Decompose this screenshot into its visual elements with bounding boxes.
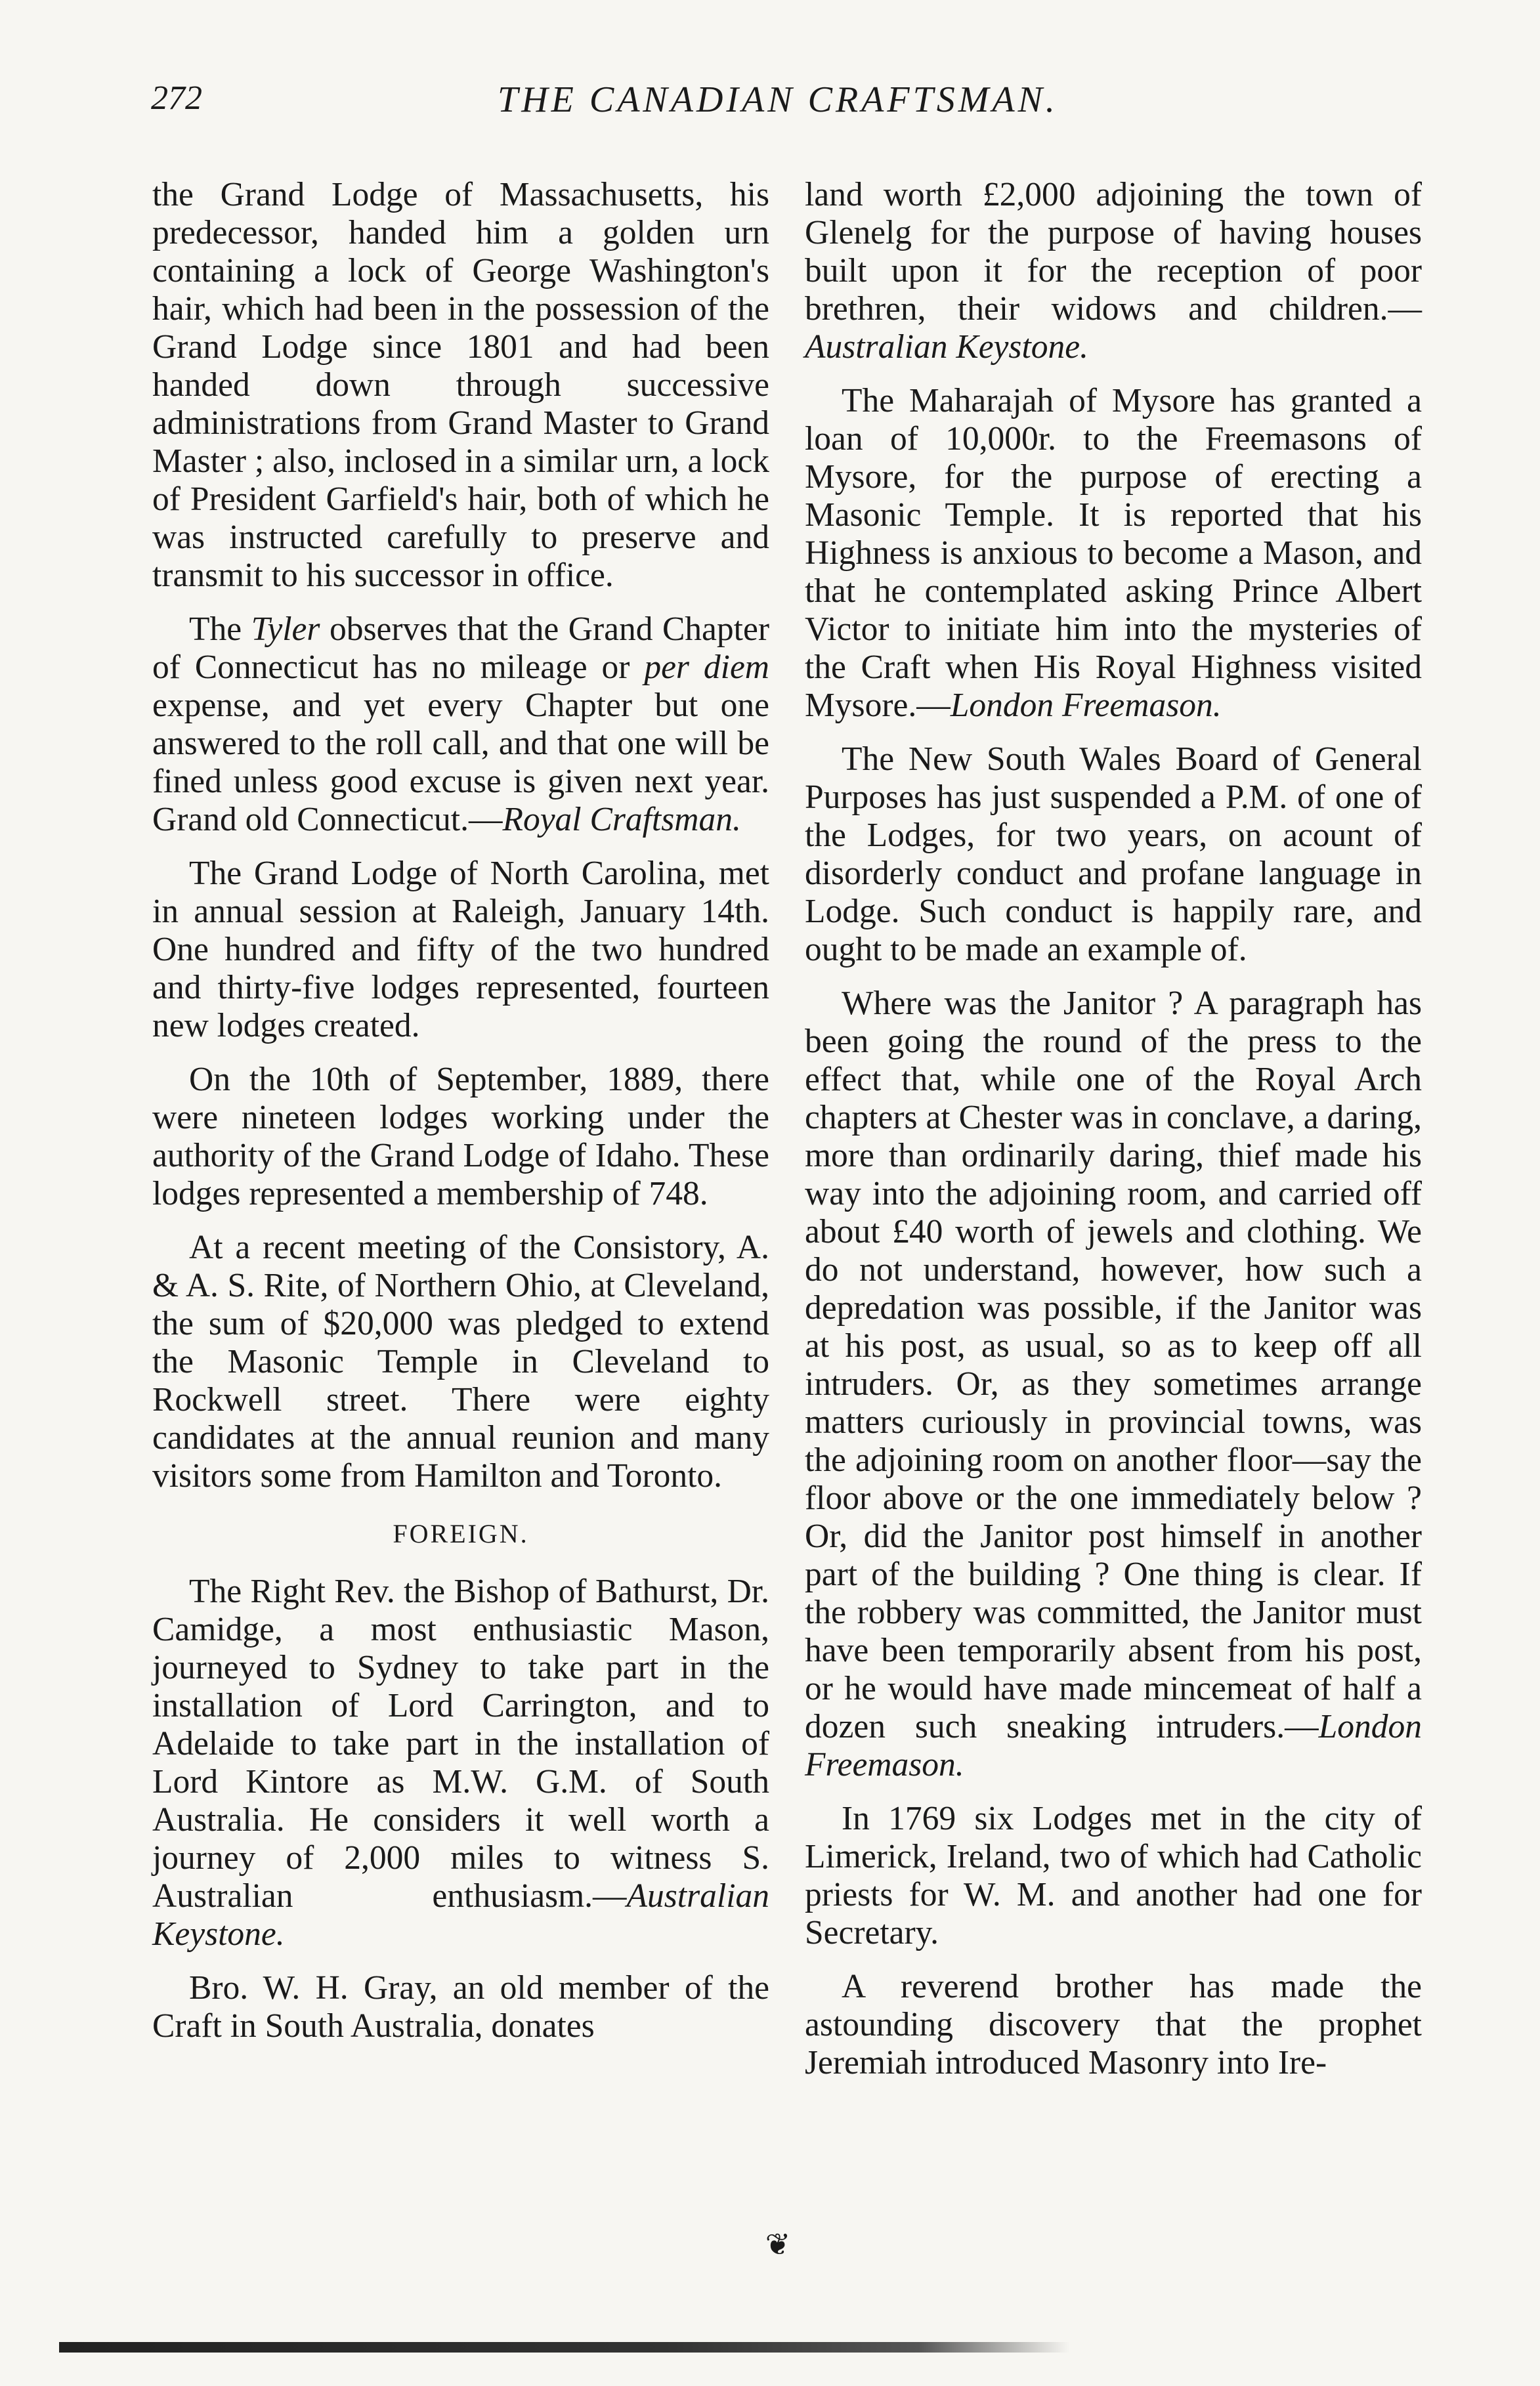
source-london-freemason: London Freemason. xyxy=(805,1708,1422,1783)
text-run: Where was the Janitor ? A paragraph has been going the round of the press to the effect that, while one of the Royal Arch chapters at Chester was in conclave, a daring, more than ordinarily daring, thief made his way into the adjoining room, and carried off about £40 worth of jewels and clothing. We do not understand, however, how such a depredation was possible, if the Janitor was at his post, as usual, so as to keep off all intruders. Or, as they sometimes arrange matters curiously in provincial towns, was the adjoining room on another floor—say the floor above or the one immediately below ? Or, did the Janitor post himself in another part of the building ? One thing is clear. If the robbery was committed, the Janitor must have been temporarily absent from his post, or he would have made mincemeat of half a dozen such sneaking intruders.— xyxy=(805,985,1422,1745)
source-australian-keystone: Australian Keystone. xyxy=(805,328,1088,366)
paragraph-mysore xyxy=(805,382,1422,725)
section-heading-foreign: FOREIGN. xyxy=(393,1519,529,1548)
paragraph-glenelg-land xyxy=(805,176,1422,366)
text-run: The Maharajah of Mysore has granted a loan of 10,000r. to the Freemasons of Mysore, for the purpose of erecting a Masonic Temple. It is reported that his Highness is anxious to become a Mason, and that he contemplated asking Prince Albert Victor to initiate him into the mysteries of the Craft when His Royal Highness visited Mysore.— xyxy=(805,382,1422,724)
source-australian-keystone: Australian Keystone. xyxy=(152,1877,769,1953)
paragraph-new-south-wales: The New South Wales Board of General Purposes has just suspended a P.M. of one of the Lodges, for two years, on acount of disorderly conduct and profane language in Lodge. Such conduct is happily rare, and ought to be made an example of. xyxy=(805,740,1422,968)
source-royal-craftsman: Royal Craftsman. xyxy=(502,801,741,838)
left-column xyxy=(152,176,769,2061)
text-run: land worth £2,000 adjoining the town of Glenelg for the purpose of having houses built upon it for the reception of poor brethren, their widows and children.— xyxy=(805,176,1422,328)
text-run: observes that the Grand Chapter of Connecticut has no mileage or xyxy=(152,610,769,686)
paragraph-gray-donation: Bro. W. H. Gray, an old member of the Craft in South Australia, donates xyxy=(152,1969,769,2045)
paragraph-connecticut xyxy=(152,610,769,839)
text-run: expense, and yet every Chapter but one answered to the roll call, and that one will be fined unless good excuse is given next year. Grand old Connecticut.— xyxy=(152,687,769,838)
paragraph-massachusetts-urn: the Grand Lodge of Massachusetts, his predecessor, handed him a golden urn containing a lock of George Washington's hair, which had been in the possession of the Grand Lodge since 1801 and had been handed down through successive administrations from Grand Master to Grand Master ; also, inclosed in a similar urn, a lock of President Garfield's hair, both of which he was instructed carefully to preserve and transmit to his successor in office. xyxy=(152,176,769,594)
printer-ornament-icon: ❦ xyxy=(765,2228,791,2261)
paragraph-jeremiah: A reverend brother has made the astounding discovery that the prophet Jeremiah introduced Masonry into Ire- xyxy=(805,1968,1422,2081)
running-title: THE CANADIAN CRAFTSMAN. xyxy=(498,79,1058,120)
text-run: The Right Rev. the Bishop of Bathurst, Dr. Camidge, a most enthusiastic Mason, journeyed to Sydney to take part in the installation of Lord Carrington, and to Adelaide to take part in the installation of Lord Kintore as M.W. G.M. of South Australia. He considers it well worth a journey of 2,000 miles to witness S. Australian enthusiasm.— xyxy=(152,1573,769,1915)
page-number: 272 xyxy=(151,79,202,117)
paragraph-limerick: In 1769 six Lodges met in the city of Limerick, Ireland, two of which had Catholic priests for W. M. and another had one for Secretary. xyxy=(805,1800,1422,1951)
page-header xyxy=(151,79,1405,144)
paragraph-idaho: On the 10th of September, 1889, there were nineteen lodges working under the authority of the Grand Lodge of Idaho. These lodges represented a membership of 748. xyxy=(152,1061,769,1212)
paragraph-cleveland: At a recent meeting of the Consistory, A. & A. S. Rite, of Northern Ohio, at Cleveland, the sum of $20,000 was pledged to extend the Masonic Temple in Cleveland to Rockwell street. There were eighty candidates at the annual reunion and many visitors some from Hamilton and Toronto. xyxy=(152,1229,769,1495)
text-run: The xyxy=(189,610,251,648)
right-column xyxy=(805,176,1422,2098)
per-diem-term: per diem xyxy=(644,649,769,686)
paragraph-janitor xyxy=(805,985,1422,1784)
source-tyler: Tyler xyxy=(251,610,320,648)
source-london-freemason: London Freemason. xyxy=(950,687,1222,724)
paragraph-north-carolina: The Grand Lodge of North Carolina, met in annual session at Raleigh, January 14th. One hundred and fifty of the two hundred and thirty-five lodges represented, fourteen new lodges created. xyxy=(152,855,769,1044)
paragraph-bishop-bathurst xyxy=(152,1573,769,1953)
scan-edge-bar xyxy=(59,2342,1070,2353)
